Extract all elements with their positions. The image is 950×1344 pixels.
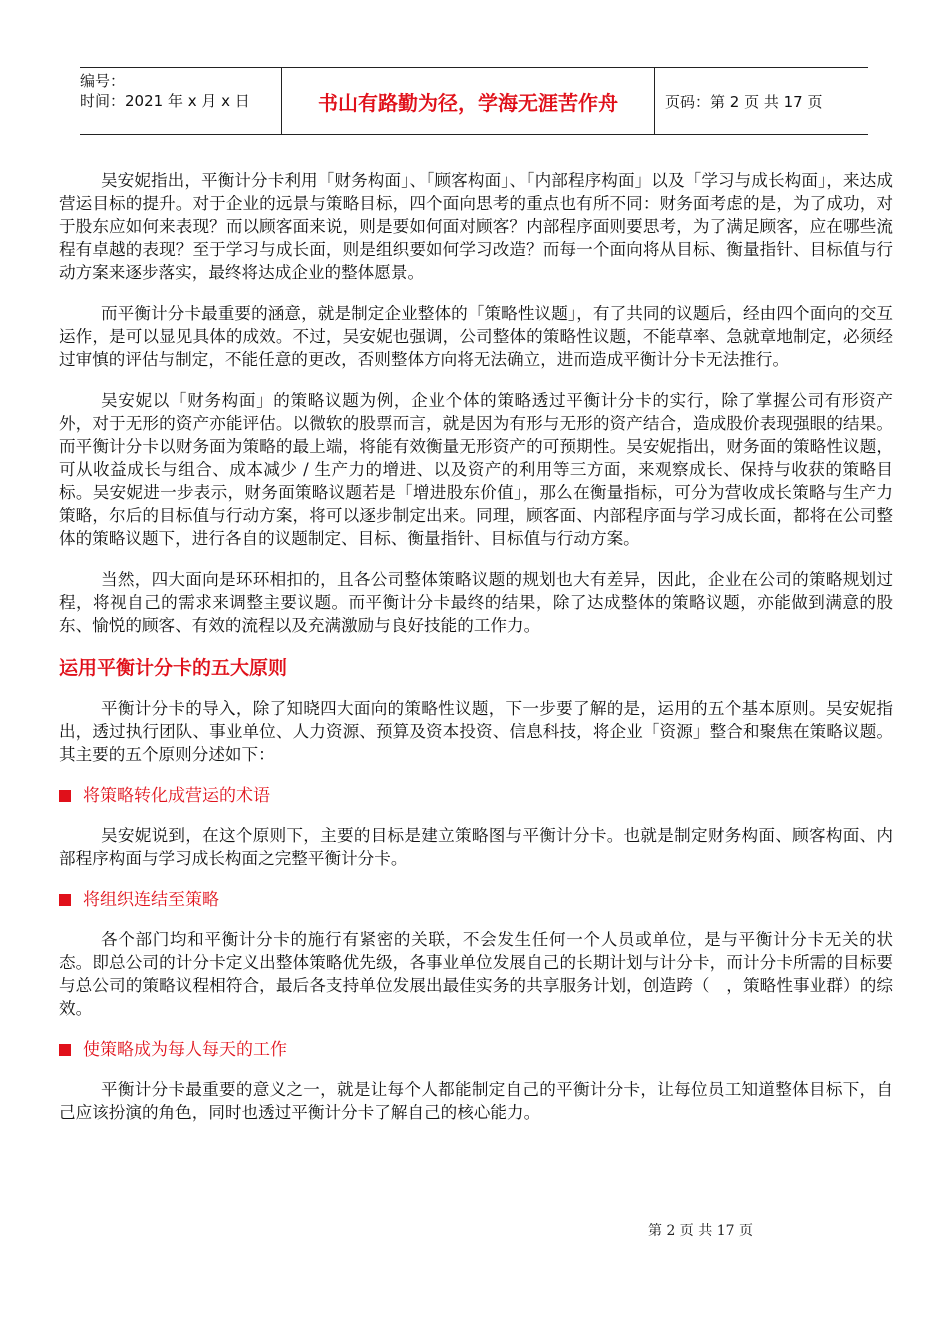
paragraph: 平衡计分卡的导入，除了知晓四大面向的策略性议题，下一步要了解的是，运用的五个基本原则。吴安妮指出，透过执行团队、事业单位、人力资源、预算及资本投资、信息科技，将企业「资源」整合和聚焦在策略议题。其主要的五个原则分述如下： — [59, 699, 893, 764]
subheading-text: 将组织连结至策略 — [83, 890, 219, 910]
section-heading: 运用平衡计分卡的五大原则 — [59, 657, 288, 679]
page-footer: 第 2 页 共 17 页 — [648, 1223, 753, 1239]
square-bullet-icon — [59, 790, 71, 802]
page-header — [80, 67, 868, 135]
paragraph: 平衡计分卡最重要的意义之一，就是让每个人都能制定自己的平衡计分卡，让每位员工知道整体目标下，自己应该扮演的角色，同时也透过平衡计分卡了解自己的核心能力。 — [59, 1080, 893, 1122]
document-time-label: 时间：2021 年 x 月 x 日 — [80, 92, 250, 110]
header-meta — [80, 68, 282, 134]
square-bullet-icon — [59, 1044, 71, 1056]
subheading-text: 使策略成为每人每天的工作 — [83, 1040, 287, 1060]
paragraph: 吴安妮指出，平衡计分卡利用「财务构面」、「顾客构面」、「内部程序构面」以及「学习与成长构面」，来达成营运目标的提升。对于企业的远景与策略目标，四个面向思考的重点也有所不同：财务面考虑的是，为了成功，对于股东应如何来表现？而以顾客面来说，则是要如何面对顾客？内部程序面则要思考，为了满足顾客，应在哪些流程有卓越的表现？至于学习与成长面，则是组织要如何学习改造？而每一个面向将从目标、衡量指针、目标值与行动方案来逐步落实，最终将达成企业的整体愿景。 — [59, 171, 893, 282]
header-page-info: 页码：第 2 页 共 17 页 — [665, 92, 823, 111]
paragraph: 吴安妮以「财务构面」的策略议题为例，企业个体的策略透过平衡计分卡的实行，除了掌握公司有形资产外，对于无形的资产亦能评估。以微软的股票而言，就是因为有形与无形的资产结合，造成股价表现强眼的结果。而平衡计分卡以财务面为策略的最上端，将能有效衡量无形资产的可预期性。吴安妮指出，财务面的策略性议题，可从收益成长与组合、成本减少 / 生产力的增进、以及资产的利用等三方面，来观察成长、保持与收获的策略目标。吴安妮进一步表示，财务面策略议题若是「增进股东价值」，那么在衡量指标，可分为营收成长策略与生产力策略，尔后的目标值与行动方案，将可以逐步制定出来。同理，顾客面、内部程序面与学习成长面，都将在公司整体的策略议题下，进行各自的议题制定、目标、衡量指针、目标值与行动方案。 — [59, 391, 893, 548]
document-number-label: 编号： — [80, 72, 126, 90]
paragraph: 而平衡计分卡最重要的涵意，就是制定企业整体的「策略性议题」，有了共同的议题后，经由四个面向的交互运作，是可以显见具体的成效。不过，吴安妮也强调，公司整体的策略性议题，不能草率、急就章地制定，必须经过审慎的评估与制定，不能任意的更改，否则整体方向将无法确立，进而造成平衡计分卡无法推行。 — [59, 304, 893, 369]
paragraph: 吴安妮说到，在这个原则下，主要的目标是建立策略图与平衡计分卡。也就是制定财务构面、顾客构面、内部程序构面与学习成长构面之完整平衡计分卡。 — [59, 826, 893, 868]
paragraph: 各个部门均和平衡计分卡的施行有紧密的关联，不会发生任何一个人员或单位，是与平衡计分卡无关的状态。即总公司的计分卡定义出整体策略优先级，各事业单位发展自己的长期计划与计分卡，而计分卡所需的目标要与总公司的策略议程相符合，最后各支持单位发展出最佳实务的共享服务计划，创造跨（ ，策略性事业群）的综效。 — [59, 930, 893, 1018]
square-bullet-icon — [59, 894, 71, 906]
subheading-text: 将策略转化成营运的术语 — [83, 786, 270, 806]
paragraph: 当然，四大面向是环环相扣的，且各公司整体策略议题的规划也大有差异，因此，企业在公司的策略规划过程，将视自己的需求来调整主要议题。而平衡计分卡最终的结果，除了达成整体的策略议题，亦能做到满意的股东、愉悦的顾客、有效的流程以及充满激励与良好技能的工作力。 — [59, 570, 893, 635]
subheading — [59, 784, 893, 808]
subheading — [59, 1038, 893, 1062]
subheading — [59, 888, 893, 912]
header-motto: 书山有路勤为径，学海无涯苦作舟 — [282, 68, 655, 134]
document-body — [59, 169, 893, 1142]
